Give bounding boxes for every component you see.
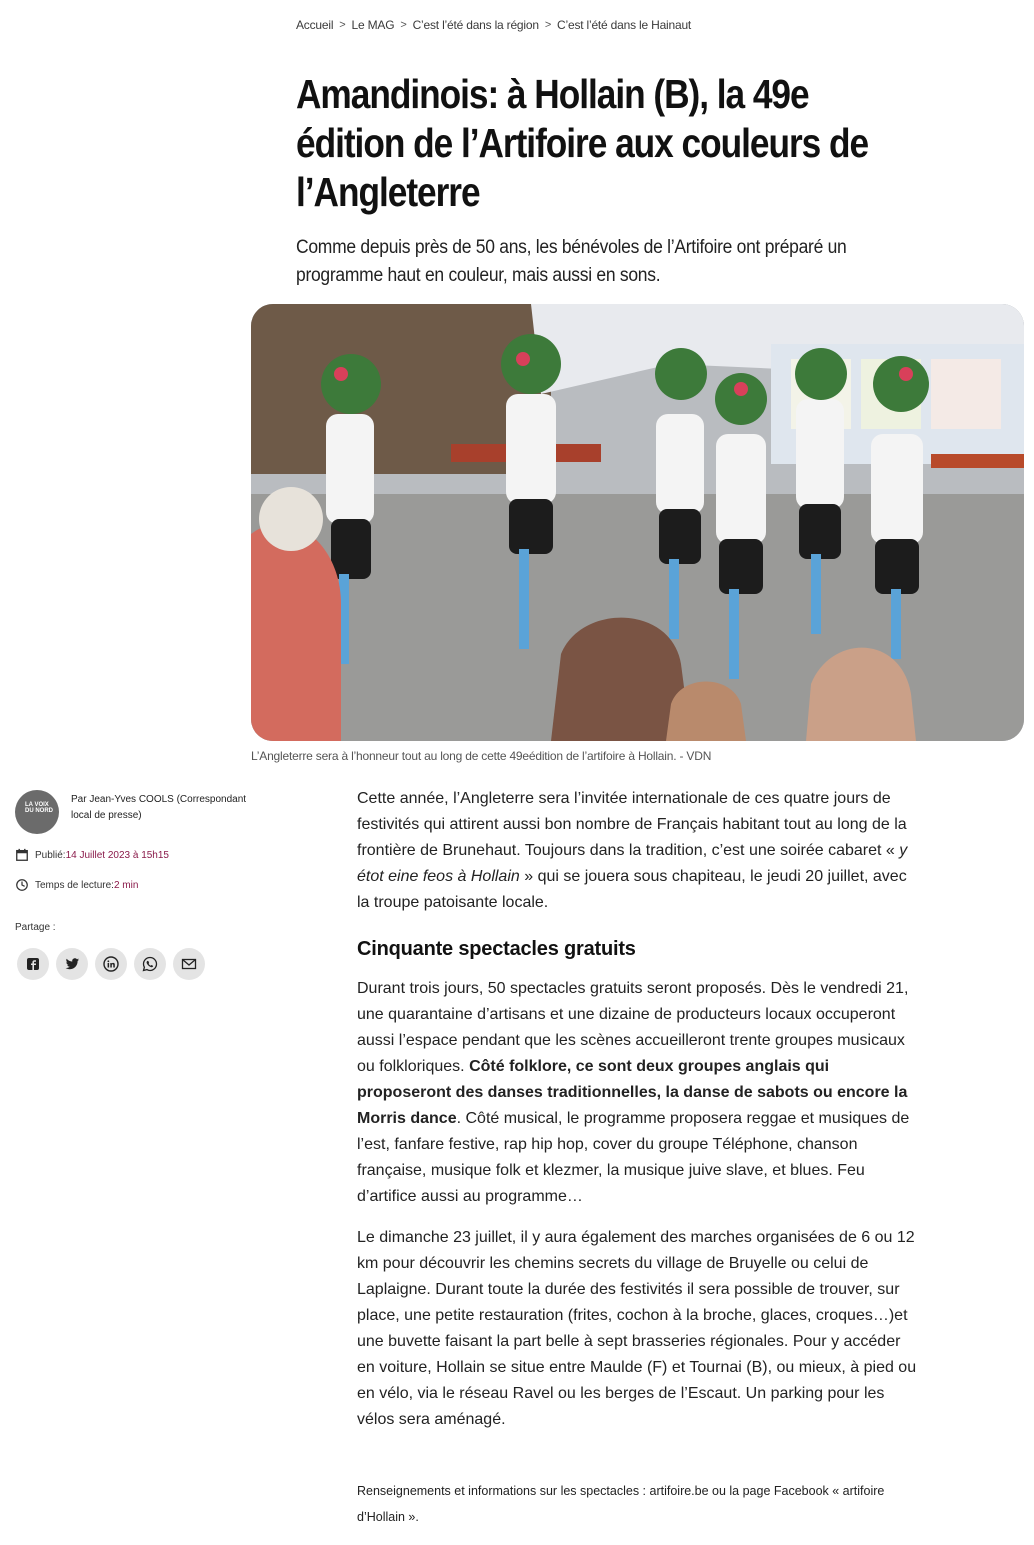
voix-du-nord-logo: LA VOIX DU NORD bbox=[15, 790, 59, 834]
article-paragraph bbox=[357, 786, 917, 916]
breadcrumb bbox=[296, 18, 691, 32]
paragraph-text: . Côté musical, le programme proposera reggae et musiques de l’est, fanfare festive, rap hip hop, cover du groupe Téléphone, chanson française, musique folk et klezmer, la musique juive slave, et blues. Feu d’artifice aussi au programme… bbox=[357, 1110, 910, 1205]
linkedin-icon bbox=[103, 956, 119, 972]
breadcrumb-separator: > bbox=[544, 19, 552, 31]
section-heading: Cinquante spectacles gratuits bbox=[357, 938, 636, 960]
breadcrumb-home[interactable]: Accueil bbox=[296, 18, 334, 32]
breadcrumb-le-mag[interactable]: Le MAG bbox=[351, 18, 395, 32]
photo-caption: L’Angleterre sera à l’honneur tout au long de cette 49eédition de l’artifoire à Hollain. - VDN bbox=[251, 749, 712, 763]
breadcrumb-separator: > bbox=[339, 19, 346, 31]
author-byline: Par Jean-Yves COOLS (Correspondant local de presse) bbox=[71, 794, 247, 821]
published-row bbox=[15, 848, 169, 862]
article-paragraph bbox=[357, 976, 917, 1210]
article-photo[interactable] bbox=[251, 304, 1024, 741]
calendar-icon bbox=[15, 848, 29, 862]
morris-dancers-photo bbox=[251, 304, 1024, 741]
whatsapp-icon bbox=[142, 956, 158, 972]
article-footer-note: Renseignements et informations sur les spectacles : artifoire.be ou la page Facebook « artifoire d’Hollain ». bbox=[357, 1484, 885, 1524]
breadcrumb-separator: > bbox=[400, 19, 407, 31]
share-facebook-button[interactable] bbox=[17, 948, 49, 980]
breadcrumb-ete-hainaut[interactable]: C’est l’été dans le Hainaut bbox=[557, 18, 692, 32]
breadcrumb-ete-region[interactable]: C’est l’été dans la région bbox=[412, 18, 539, 32]
reading-time-row bbox=[15, 878, 138, 892]
article-title: Amandinois: à Hollain (B), la 49e édition de l’Artifoire aux couleurs de l’Angleterre bbox=[296, 71, 869, 215]
published-date: 14 Juillet 2023 à 15h15 bbox=[65, 849, 169, 861]
clock-icon bbox=[15, 878, 29, 892]
reading-time-label: Temps de lecture: bbox=[35, 879, 114, 891]
paragraph-italic: y étot eine feos à Hollain bbox=[357, 842, 908, 885]
share-mail-button[interactable] bbox=[173, 948, 205, 980]
mail-icon bbox=[181, 956, 197, 972]
reading-time-value: 2 min bbox=[113, 879, 139, 891]
article-paragraph: Le dimanche 23 juillet, il y aura également des marches organisées de 6 ou 12 km pour découvrir les chemins secrets du village de Bruyelle ou celui de Laplaigne. Durant toute la durée des festivités il sera possible de trouver, sur place, une petite restauration (frites, cochon à la broche, glaces, croques…)et une buvette faisant la part belle à sept brasseries régionales. Pour y accéder en voiture, Hollain se situe entre Maulde (F) et Tournai (B), ou mieux, à pied ou en vélo, via le réseau Ravel ou les berges de l’Escaut. Un parking pour les vélos sera aménagé. bbox=[357, 1229, 917, 1428]
facebook-icon bbox=[25, 956, 41, 972]
paragraph-bold: Côté folklore, ce sont deux groupes anglais qui proposeront des danses traditionnelles, la danse de sabots ou encore la Morris dance bbox=[357, 1058, 908, 1127]
share-linkedin-button[interactable] bbox=[95, 948, 127, 980]
twitter-icon bbox=[64, 956, 80, 972]
paragraph-text: » qui se jouera sous chapiteau, le jeudi 20 juillet, avec la troupe patoisante locale. bbox=[357, 868, 907, 911]
share-whatsapp-button[interactable] bbox=[134, 948, 166, 980]
article-body bbox=[357, 786, 917, 1545]
paragraph-text: Durant trois jours, 50 spectacles gratuits seront proposés. Dès le vendredi 21, une quarantaine d’artisans et une dizaine de producteurs locaux occuperont aussi l’espace pendant que les scènes accueilleront trente groupes musicaux ou folkloriques. bbox=[357, 980, 909, 1075]
share-label: Partage : bbox=[15, 922, 56, 933]
share-buttons bbox=[17, 948, 205, 980]
paragraph-text: Cette année, l’Angleterre sera l’invitée internationale de ces quatre jours de festivités qui attirent aussi bon nombre de Français habitant tout au long de la frontière de Brunehaut. Toujours dans la tradition, c’est une soirée cabaret « bbox=[357, 790, 907, 859]
article-subtitle: Comme depuis près de 50 ans, les bénévoles de l’Artifoire ont préparé un programme haut en couleur, mais aussi en sons. bbox=[296, 237, 847, 286]
share-twitter-button[interactable] bbox=[56, 948, 88, 980]
published-label: Publié: bbox=[35, 849, 66, 861]
